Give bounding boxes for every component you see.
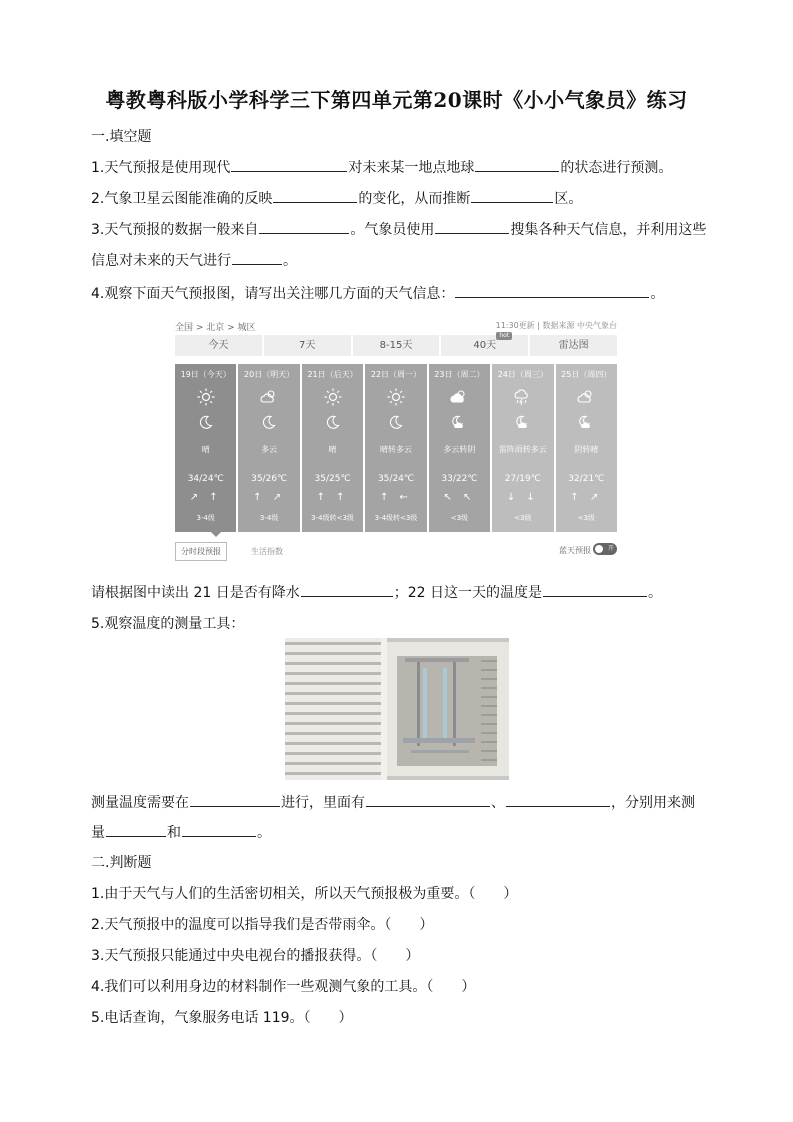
answer-blank[interactable] [475, 157, 559, 172]
instrument-shelter-photo [285, 638, 509, 780]
day-description: 晴转多云 [379, 445, 412, 454]
question-5: 5.观察温度的测量工具： [91, 616, 245, 632]
night-weather-icon [365, 414, 426, 433]
overcast-icon [429, 388, 490, 410]
cloudy-icon [238, 388, 299, 410]
wind-level: 3-4级 [259, 514, 279, 522]
tf-question-1: 1.由于天气与人们的生活密切相关，所以天气预报极为重要。（ ） [91, 886, 518, 902]
answer-blank[interactable] [366, 792, 490, 807]
tf-question-5: 5.电话查询，气象服务电话 119。（ ） [91, 1010, 353, 1026]
answer-blank[interactable] [231, 157, 347, 172]
answer-blank[interactable] [232, 250, 282, 265]
wind-level: <3级 [577, 514, 595, 522]
thermometer-wet-icon [443, 668, 447, 738]
day-temperature: 27/19℃ [504, 474, 541, 484]
day-date: 21日（后天） [307, 370, 358, 379]
day-temperature: 32/21℃ [568, 474, 605, 484]
answer-blank[interactable] [106, 822, 166, 837]
answer-blank[interactable] [259, 219, 349, 234]
answer-blank[interactable] [506, 792, 610, 807]
tf-question-4: 4.我们可以利用身边的材料制作一些观测气象的工具。（ ） [91, 979, 476, 995]
day-date: 23日（周二） [434, 370, 485, 379]
answer-blank[interactable] [273, 188, 357, 203]
day-date: 20日（明天） [244, 370, 295, 379]
sun-icon [175, 388, 236, 410]
life-index-link[interactable]: 生活指数 [251, 547, 283, 556]
day-date: 19日（今天） [180, 370, 231, 379]
weather-forecast-widget [175, 318, 617, 562]
wind-direction-icon: ↗ ↑ [189, 492, 222, 503]
day-description: 阴转晴 [574, 445, 599, 454]
day-column[interactable] [365, 364, 426, 532]
answer-blank[interactable] [435, 219, 509, 234]
question-2: 2.气象卫星云图能准确的反映 的变化，从而推断 区。 [91, 188, 582, 209]
tf-question-3: 3.天气预报只能通过中央电视台的播报获得。（ ） [91, 948, 420, 964]
wind-level: 3-4级 [196, 514, 215, 522]
day-column[interactable] [175, 364, 236, 532]
forecast-tabs [175, 332, 617, 356]
louver-slats [285, 638, 381, 780]
day-description: 多云 [261, 445, 278, 454]
wind-direction-icon: ↑ ↗ [570, 492, 603, 503]
blue-sky-forecast-label: 蓝天预报 [559, 546, 591, 555]
tf-question-2: 2.天气预报中的温度可以指导我们是否带雨伞。（ ） [91, 917, 434, 933]
question-3: 3.天气预报的数据一般来自 。气象员使用 搜集各种天气信息，并利用这些 [91, 219, 706, 240]
question-1: 1.天气预报是使用现代 对未来某一地点地球 的状态进行预测。 [91, 157, 672, 178]
day-column[interactable] [556, 364, 617, 532]
wind-direction-icon: ↖ ↖ [443, 492, 476, 503]
tab-radar[interactable]: 雷达图 [530, 335, 617, 356]
breadcrumb[interactable]: 全国 > 北京 > 城区 [175, 323, 256, 333]
day-temperature: 33/22℃ [441, 474, 478, 484]
thunderstorm-icon [492, 388, 553, 410]
day-column[interactable] [238, 364, 299, 532]
day-column[interactable] [302, 364, 363, 532]
day-date: 24日（周三） [497, 370, 548, 379]
question-4b: 请根据图中读出 21 日是否有降水 ；22 日这一天的温度是 。 [91, 582, 662, 603]
wind-direction-icon: ↑ ← [380, 492, 412, 503]
day-temperature: 35/24℃ [377, 474, 414, 484]
sun-icon [302, 388, 363, 410]
wind-level: 3-4级转<3级 [374, 514, 418, 522]
hourly-forecast-button[interactable]: 分时段预报 [175, 542, 227, 561]
day-description: 雷阵雨转多云 [498, 445, 547, 454]
thermometer-dry-icon [423, 668, 427, 738]
wind-level: <3级 [514, 514, 532, 522]
night-weather-icon [492, 414, 553, 433]
wind-level: <3级 [450, 514, 469, 522]
day-temperature: 35/26℃ [251, 474, 288, 484]
tab-today[interactable]: 今天 [175, 335, 262, 356]
tab-40days[interactable]: 40天 hot [441, 335, 528, 356]
section-true-false: 二.判断题 [91, 855, 152, 871]
day-temperature: 34/24℃ [187, 474, 224, 484]
wind-level: 3-4级转<3级 [311, 514, 354, 522]
hot-badge: hot [496, 332, 512, 340]
night-weather-icon [556, 414, 617, 433]
question-5-line1: 测量温度需要在 进行，里面有 、 ，分别用来测 [91, 792, 695, 813]
section-fill-blank: 一.填空题 [91, 129, 152, 145]
night-weather-icon [429, 414, 490, 433]
answer-blank[interactable] [471, 188, 553, 203]
day-date: 22日（周一） [370, 370, 422, 379]
day-description: 多云转阴 [443, 445, 476, 454]
answer-blank[interactable] [190, 792, 280, 807]
day-temperature: 35/25℃ [314, 474, 351, 484]
question-4: 4.观察下面天气预报图，请写出关注哪几方面的天气信息： 。 [91, 283, 664, 304]
wind-direction-icon: ↓ ↓ [506, 492, 539, 503]
answer-blank[interactable] [455, 283, 649, 298]
answer-blank[interactable] [301, 582, 393, 597]
day-description: 晴 [328, 445, 337, 454]
night-weather-icon [238, 414, 299, 433]
night-weather-icon [302, 414, 363, 433]
sun-icon [365, 388, 426, 410]
day-column[interactable] [429, 364, 490, 532]
answer-blank[interactable] [543, 582, 647, 597]
page-title: 粤教粤科版小学科学三下第四单元第20课时《小小气象员》练习 [105, 88, 688, 112]
update-info: 11:30更新 | 数据来源 中央气象台 [495, 321, 617, 330]
tab-8-15days[interactable]: 8-15天 [353, 335, 440, 356]
wind-direction-icon: ↑ ↑ [316, 492, 349, 503]
day-date: 25日（周四） [561, 370, 612, 379]
day-description: 晴 [201, 445, 210, 454]
day-columns [175, 364, 617, 532]
blue-sky-toggle[interactable]: 开 [593, 543, 617, 555]
cloudy-icon [556, 388, 617, 410]
question-5-line2: 量 和 。 [91, 822, 271, 843]
question-3-cont: 信息对未来的天气进行 。 [91, 250, 297, 271]
answer-blank[interactable] [182, 822, 256, 837]
night-weather-icon [175, 414, 236, 433]
wind-direction-icon: ↑ ↗ [253, 492, 286, 503]
tab-7days[interactable]: 7天 [264, 335, 351, 356]
pointer-arrow [211, 532, 221, 537]
day-column[interactable] [492, 364, 553, 532]
